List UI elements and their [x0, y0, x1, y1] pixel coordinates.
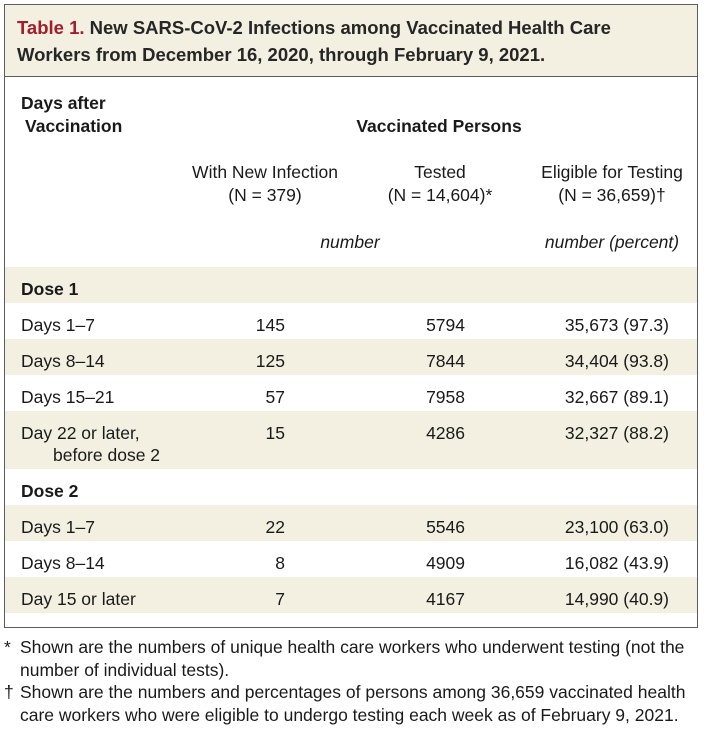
- section-row: [5, 267, 697, 303]
- section-label: Dose 1: [21, 279, 79, 299]
- col-eligible-n: (N = 36,659)†: [558, 185, 666, 205]
- row-header-line2: Vaccination: [25, 116, 123, 136]
- eligible-cell: 16,082 (43.9): [564, 553, 669, 573]
- infection-cell: 57: [265, 387, 285, 407]
- tested-cell: 5546: [426, 517, 465, 537]
- footnote-symbol: †: [4, 682, 14, 702]
- section-label: Dose 2: [21, 481, 79, 501]
- footnote: [4, 681, 704, 726]
- infection-cell: 22: [265, 517, 285, 537]
- col-eligible-header: Eligible for Testing: [541, 162, 683, 182]
- tested-cell: 5794: [426, 315, 465, 335]
- group-header: Vaccinated Persons: [356, 116, 522, 136]
- table-row: [5, 505, 697, 541]
- table-row: [5, 541, 697, 577]
- col-infection-header: With New Infection: [192, 162, 338, 182]
- eligible-cell: 35,673 (97.3): [564, 315, 669, 335]
- footnote: [4, 636, 704, 681]
- section-row: [5, 469, 697, 505]
- col-tested-header: Tested: [414, 162, 466, 182]
- unit-number-percent: number (percent): [544, 232, 680, 252]
- table-title: [17, 14, 689, 68]
- table-number-label: Table 1.: [17, 17, 85, 38]
- infection-cell: 8: [275, 553, 285, 573]
- table-box: [4, 4, 698, 628]
- tested-cell: 7958: [426, 387, 465, 407]
- row-label-continued: before dose 2: [53, 445, 161, 465]
- tested-cell: 4909: [426, 553, 465, 573]
- tested-cell: 4167: [426, 589, 465, 609]
- infection-cell: 145: [255, 315, 285, 335]
- tested-cell: 7844: [426, 351, 465, 371]
- infection-cell: 15: [265, 423, 285, 443]
- table-row: [5, 577, 697, 613]
- row-label: Day 22 or later,: [21, 423, 140, 443]
- tested-cell: 4286: [426, 423, 465, 443]
- eligible-cell: 32,327 (88.2): [564, 423, 669, 443]
- row-label: Days 8–14: [21, 351, 105, 371]
- table-title-bar: [5, 5, 697, 77]
- eligible-cell: 23,100 (63.0): [564, 517, 669, 537]
- table-row: [5, 375, 697, 411]
- row-label: Days 15–21: [21, 387, 115, 407]
- row-label: Days 8–14: [21, 553, 105, 573]
- row-label: Days 1–7: [21, 517, 95, 537]
- eligible-cell: 14,990 (40.9): [564, 589, 669, 609]
- infection-cell: 125: [255, 351, 285, 371]
- table-row: [5, 339, 697, 375]
- row-label: Day 15 or later: [21, 589, 136, 609]
- footnote-text: Shown are the numbers of unique health care workers who underwent testing (not the number of individual tests).: [20, 637, 685, 680]
- row-header-line1: Days after: [21, 93, 106, 113]
- eligible-cell: 34,404 (93.8): [564, 351, 669, 371]
- row-label: Days 1–7: [21, 315, 95, 335]
- table-row: [5, 303, 697, 339]
- footnotes: [4, 636, 704, 726]
- infection-cell: 7: [275, 589, 285, 609]
- eligible-cell: 32,667 (89.1): [564, 387, 669, 407]
- col-tested-n: (N = 14,604)*: [387, 185, 493, 205]
- footnote-symbol: *: [4, 637, 11, 657]
- footnote-text: Shown are the numbers and percentages of persons among 36,659 vaccinated health care workers who were eligible to undergo testing each week as of February 9, 2021.: [20, 682, 686, 725]
- unit-number: number: [320, 232, 380, 252]
- table-title-text: New SARS-CoV-2 Infections among Vaccinated Health Care Workers from December 16, 2020, through February 9, 2021.: [17, 17, 611, 65]
- col-infection-n: (N = 379): [228, 185, 302, 205]
- table-row: [5, 411, 697, 469]
